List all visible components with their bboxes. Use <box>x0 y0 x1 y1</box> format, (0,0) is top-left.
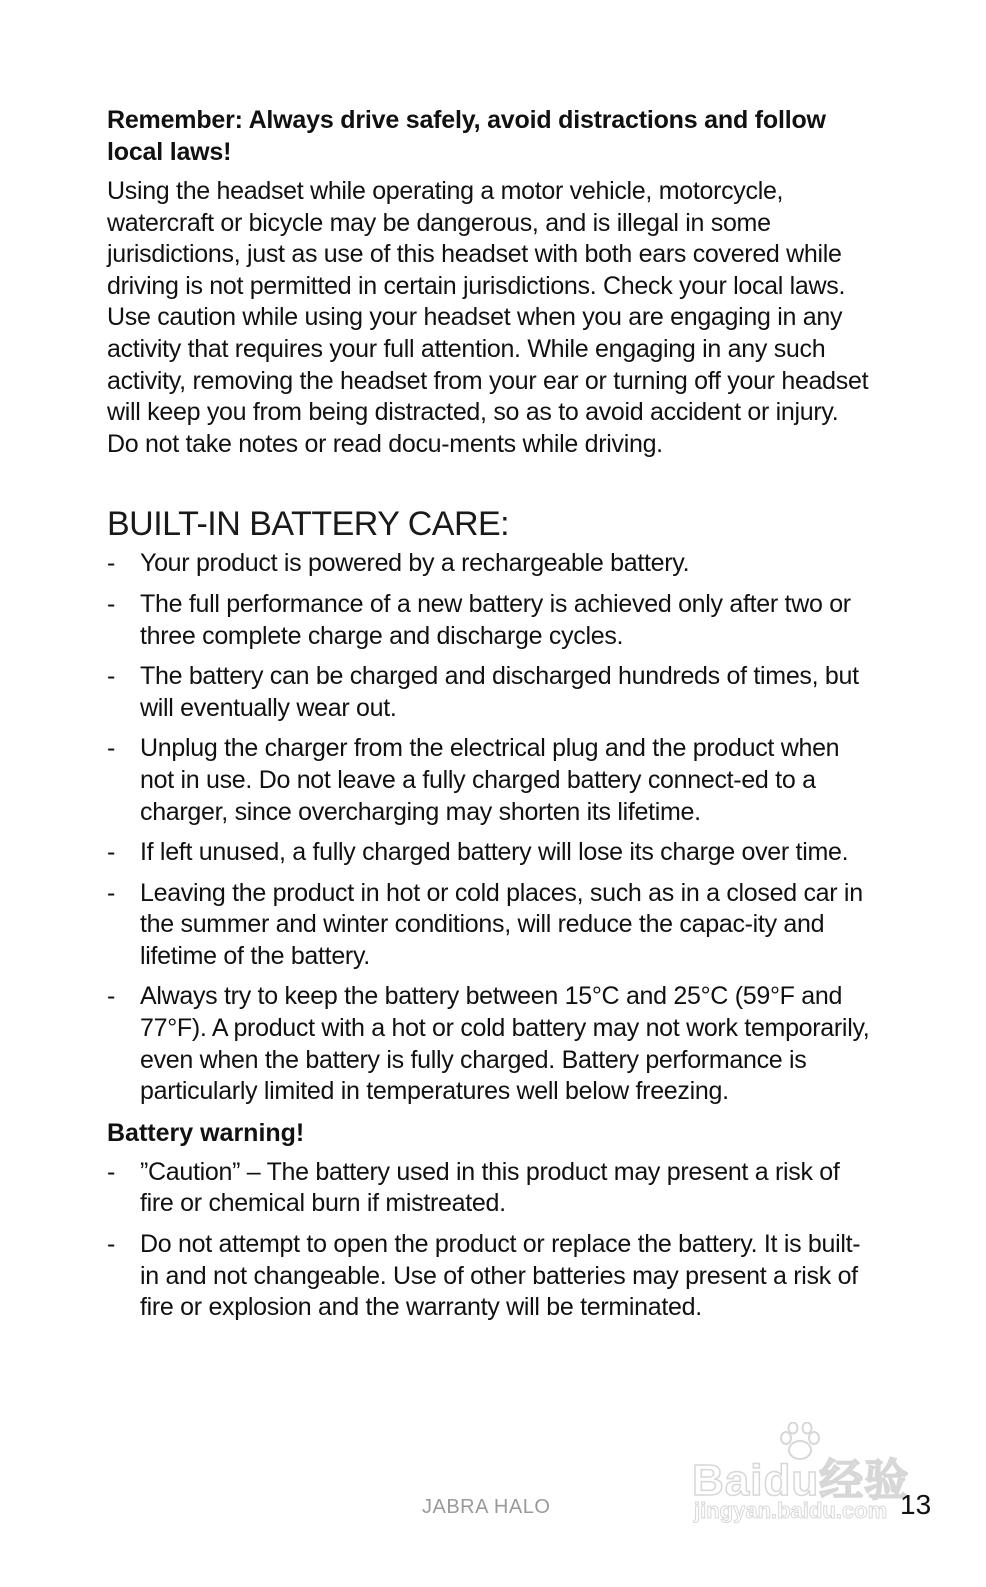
list-item-text: Unplug the charger from the electrical plug and the product when not in use. Do not leave a fully charged battery connect-ed to a charger, since overcharging may shorten its lifetime. <box>140 734 840 826</box>
list-item-text: The full performance of a new battery is achieved only after two or three complete charge and discharge cycles. <box>140 589 851 650</box>
list-item <box>107 981 875 1107</box>
intro-paragraph: Using the headset while operating a motor vehicle, motorcycle, watercraft or bicycle may be dangerous, and is illegal in some jurisdictions, just as use of this headset with both ears covered while driving is not permitted in certain jurisdictions. Check your local laws. Use caution while using your headset when you are engaging in any activity that requires your full attention. While engaging in any such activity, removing the headset from your ear or turning off your headset will keep you from being distracted, so as to avoid accident or injury. Do not take notes or read docu-ments while driving. <box>107 177 869 458</box>
remember-heading: Remember: Always drive safely, avoid distractions and follow local laws! <box>107 106 826 166</box>
list-item <box>107 661 875 724</box>
page-number: 13 <box>900 1489 932 1520</box>
list-item-text: If left unused, a fully charged battery will lose its charge over time. <box>140 838 849 867</box>
battery-warning-heading: Battery warning! <box>107 1118 305 1147</box>
list-item <box>107 733 875 828</box>
list-item <box>107 837 875 869</box>
bullet-dash: - <box>107 734 116 763</box>
watermark <box>690 1422 920 1532</box>
bullet-dash: - <box>107 662 116 691</box>
watermark-url-text: jingyan.baidu.com <box>694 1498 888 1523</box>
list-item-text: The battery can be charged and discharged hundreds of times, but will eventually wear out. <box>140 662 859 722</box>
list-item <box>107 1229 875 1324</box>
battery-care-heading: BUILT-IN BATTERY CARE: <box>107 505 510 544</box>
bullet-dash: - <box>107 589 116 618</box>
list-item-text: Leaving the product in hot or cold places, such as in a closed car in the summer and winter conditions, will reduce the capac-ity and lifetime of the battery. <box>140 878 863 970</box>
bullet-dash: - <box>107 878 116 907</box>
list-item <box>107 878 875 973</box>
list-item <box>107 548 875 580</box>
watermark-main-text: Baidu经验 <box>692 1456 910 1505</box>
bullet-dash: - <box>107 982 116 1011</box>
bullet-dash: - <box>107 838 116 867</box>
bullet-dash: - <box>107 1157 116 1186</box>
bullet-dash: - <box>107 549 116 578</box>
footer-brand: JABRA HALO <box>422 1496 551 1518</box>
list-item <box>107 1157 875 1220</box>
bullet-dash: - <box>107 1230 116 1259</box>
list-item <box>107 589 875 652</box>
list-item-text: Always try to keep the battery between 15°C and 25°C (59°F and 77°F). A product with a hot or cold battery may not work temporarily, even when the battery is fully charged. Battery performance is particularly limited in temperatures well below freezing. <box>140 982 870 1106</box>
battery-warning-list <box>107 1157 875 1324</box>
list-item-text: Do not attempt to open the product or replace the battery. It is built-in and not changeable. Use of other batteries may present a risk of fire or explosion and the warranty will be terminated. <box>140 1230 861 1322</box>
page-content <box>107 104 875 1333</box>
battery-care-list <box>107 548 875 1108</box>
list-item-text: ”Caution” – The battery used in this product may present a risk of fire or chemical burn if mistreated. <box>140 1157 840 1218</box>
list-item-text: Your product is powered by a rechargeable battery. <box>140 549 690 578</box>
